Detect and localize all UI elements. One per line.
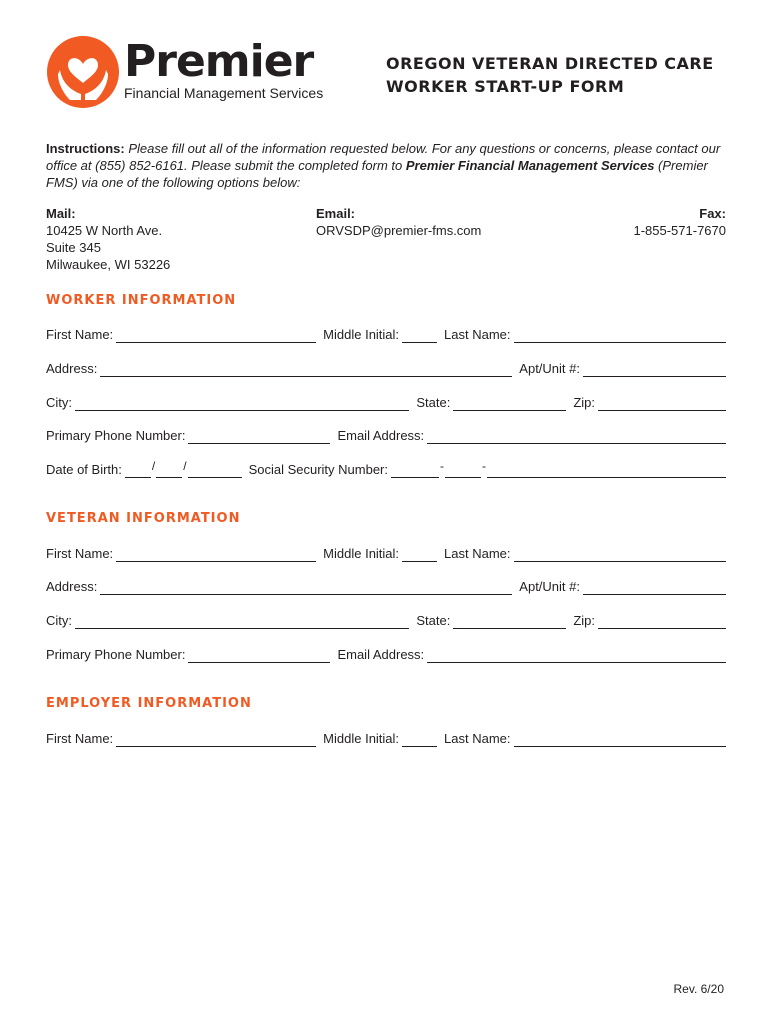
instructions [46,140,726,191]
veteran-middle-initial-field[interactable] [402,547,437,562]
ssn-part3-field[interactable] [487,463,726,478]
form-title-line1: OREGON VETERAN DIRECTED CARE [386,54,714,73]
email-block [316,205,481,239]
worker-first-name-field[interactable] [116,328,316,343]
primary-phone-label: Primary Phone Number: [46,647,186,662]
address-label: Address: [46,579,98,594]
city-label: City: [46,395,72,410]
zip-label: Zip: [573,613,595,628]
worker-email-field[interactable] [427,429,726,444]
middle-initial-label: Middle Initial: [323,731,400,746]
ssn-dash-2: - [482,459,487,473]
first-name-label: First Name: [46,546,114,561]
dob-year-field[interactable] [188,463,242,478]
veteran-email-field[interactable] [427,648,726,663]
veteran-apt-unit-field[interactable] [583,580,726,595]
apt-unit-label: Apt/Unit #: [519,579,580,594]
last-name-label: Last Name: [444,731,511,746]
veteran-city-row [46,611,726,629]
employer-last-name-field[interactable] [514,732,726,747]
fax-label: Fax: [699,206,726,221]
state-label: State: [416,395,451,410]
instructions-bold: Premier Financial Management Services [405,158,655,173]
worker-address-field[interactable] [100,362,512,377]
mail-line1: 10425 W North Ave. [46,223,163,238]
primary-phone-label: Primary Phone Number: [46,428,186,443]
date-of-birth-label: Date of Birth: [46,462,122,477]
last-name-label: Last Name: [444,546,511,561]
ssn-part1-field[interactable] [391,463,439,478]
email-value[interactable]: ORVSDP@premier-fms.com [316,223,482,238]
veteran-state-field[interactable] [453,614,566,629]
first-name-label: First Name: [46,731,114,746]
logo-subtitle: Financial Management Services [124,85,324,101]
veteran-phone-field[interactable] [188,648,330,663]
worker-phone-field[interactable] [188,429,330,444]
worker-last-name-field[interactable] [514,328,726,343]
apt-unit-label: Apt/Unit #: [519,361,580,376]
veteran-first-name-field[interactable] [116,547,316,562]
worker-city-field[interactable] [75,396,409,411]
worker-dob-row [46,460,726,478]
mail-label: Mail: [46,206,76,221]
email-address-label: Email Address: [337,428,425,443]
revision-label: Rev. 6/20 [673,982,724,996]
worker-name-row [46,325,726,343]
middle-initial-label: Middle Initial: [323,546,400,561]
email-address-label: Email Address: [337,647,425,662]
dob-slash-1: / [151,459,156,473]
fax-value: 1-855-571-7670 [633,223,726,238]
first-name-label: First Name: [46,327,114,342]
worker-middle-initial-field[interactable] [402,328,437,343]
ssn-dash-1: - [440,459,445,473]
address-label: Address: [46,361,98,376]
instructions-label: Instructions: [46,141,125,156]
worker-apt-unit-field[interactable] [583,362,726,377]
worker-address-row [46,359,726,377]
instructions-text1: Please fill out all of the information requested below. For any questions or concerns, please contact our office at (855) 852-6161. Please submit the completed form to [46,141,721,173]
state-label: State: [416,613,451,628]
last-name-label: Last Name: [444,327,511,342]
section-employer-information: EMPLOYER INFORMATION [46,696,252,711]
veteran-address-field[interactable] [100,580,512,595]
fax-block [633,205,726,239]
employer-middle-initial-field[interactable] [402,732,437,747]
form-title-line2: WORKER START-UP FORM [386,77,625,96]
mail-line3: Milwaukee, WI 53226 [46,257,171,272]
veteran-contact-row [46,645,726,663]
instructions-text2: (Premier FMS) via one of the following options below: [46,158,708,190]
zip-label: Zip: [573,395,595,410]
veteran-city-field[interactable] [75,614,409,629]
veteran-last-name-field[interactable] [514,547,726,562]
middle-initial-label: Middle Initial: [323,327,400,342]
email-label: Email: [316,206,356,221]
ssn-part2-field[interactable] [445,463,481,478]
worker-contact-row [46,426,726,444]
veteran-name-row [46,544,726,562]
dob-slash-2: / [183,459,187,473]
employer-name-row [46,729,726,747]
form-title [386,52,714,98]
section-worker-information: WORKER INFORMATION [46,293,237,308]
employer-first-name-field[interactable] [116,732,316,747]
mail-block [46,205,170,273]
veteran-zip-field[interactable] [598,614,726,629]
worker-zip-field[interactable] [598,396,726,411]
mail-line2: Suite 345 [46,240,101,255]
ssn-label: Social Security Number: [248,462,389,477]
dob-day-field[interactable] [156,463,182,478]
veteran-address-row [46,577,726,595]
worker-state-field[interactable] [453,396,566,411]
worker-city-row [46,393,726,411]
section-veteran-information: VETERAN INFORMATION [46,511,241,526]
dob-month-field[interactable] [125,463,151,478]
logo-wordmark: Premier [124,36,314,87]
city-label: City: [46,613,72,628]
